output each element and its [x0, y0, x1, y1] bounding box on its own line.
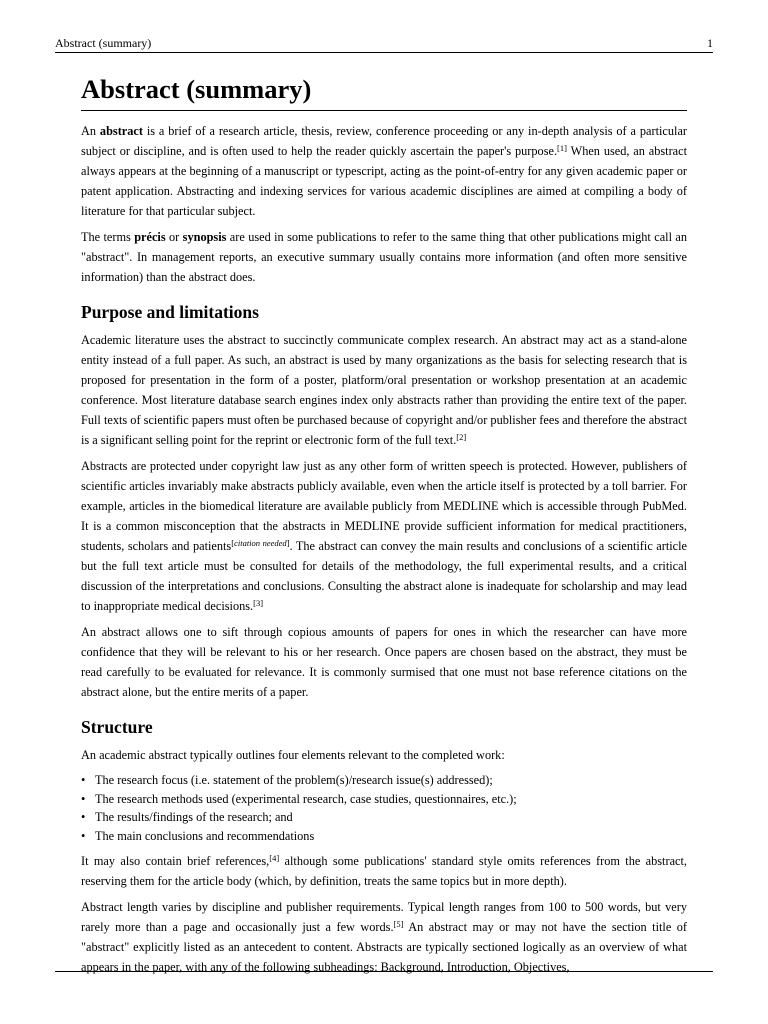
text-run: The terms — [81, 230, 135, 244]
bullet-icon: • — [81, 773, 86, 787]
intro-paragraph-1 — [81, 121, 687, 221]
article-body — [81, 72, 687, 983]
list-item-text: The main conclusions and recommendations — [95, 828, 315, 843]
bold-term-precis: précis — [134, 230, 166, 244]
text-run: Abstracts are protected under copyright law just as any other form of written speech is protected. However, publishers of scientific articles invariably make abstracts publicly available, even when the article itself is protected by a toll barrier. For example, articles in the biomedical literature are available publicly from MEDLINE which is accessible through PubMed. It is a common misconception that the abstracts in MEDLINE provide sufficient information for medical practitioners, students, scholars and patients — [81, 459, 687, 553]
footer-rule — [55, 971, 713, 972]
structure-intro-paragraph: An academic abstract typically outlines four elements relevant to the completed work: — [81, 748, 505, 762]
text-run: although some publications' standard style omits references from the abstract, reserving them for the article body (which, by definition, treats the same topics but in more depth). — [81, 854, 687, 888]
list-item-text: The research methods used (experimental research, case studies, questionnaires, etc.); — [95, 791, 517, 806]
citation-needed-text: citation needed — [234, 538, 287, 548]
purpose-paragraph-3: An abstract allows one to sift through copious amounts of papers for ones in which the researcher can have more confidence that they will be relevant to his or her research. Once papers are chosen based on the abstract, they must be read carefully to be evaluated for relevance. It is commonly surmised that one must not base reference citations on the abstract alone, but the entire merits of a paper. — [81, 625, 687, 699]
text-run: . The abstract can convey the main results and conclusions of a scientific article but the full text article must be consulted for details of the methodology, the full experimental results, and a critical discussion of the interpretations and conclusions. Consulting the abstract alone is inadequate for scholarship and may lead to inappropriate medical decisions. — [81, 539, 688, 613]
section-heading-structure: Structure — [81, 717, 153, 737]
structure-paragraph-3 — [81, 897, 687, 977]
text-run: are used in some publications to refer to the same thing that other publications might call an "abstract". In management reports, an executive summary usually contains more information (and often more sensitive information) than the abstract does. — [81, 230, 687, 284]
bullet-icon: • — [81, 828, 86, 843]
text-run: When used, an abstract always appears at the beginning of a manuscript or typescript, acting as the point-of-entry for any given academic paper or patent application. Abstracting and indexing services for various academic disciplines are aimed at compiling a body of literature for that particular subject. — [81, 144, 687, 218]
section-heading-purpose: Purpose and limitations — [81, 302, 259, 322]
bullet-icon: • — [81, 810, 86, 824]
text-run: Academic literature uses the abstract to succinctly communicate complex research. An abstract may act as a stand-alone entity instead of a full paper. As such, an abstract is used by many organizations as the basis for selecting research that is proposed for presentation in the form of a poster, platform/oral presentation or workshop presentation at an academic conference. Most literature database search engines index only abstracts rather than providing the entire text of the paper. Full texts of scientific papers must often be purchased because of copyright and/or publisher fees and therefore the abstract is a significant selling point for the reprint or electronic form of the full text. — [81, 333, 687, 447]
list-item — [81, 790, 687, 809]
page-title: Abstract (summary) — [81, 72, 687, 111]
list-item — [81, 808, 687, 827]
citation-link-5[interactable]: [5] — [393, 919, 404, 929]
list-item-text: The research focus (i.e. statement of the problem(s)/research issue(s) addressed); — [95, 773, 493, 787]
page-header — [55, 36, 713, 53]
purpose-paragraph-2 — [81, 456, 687, 616]
bullet-icon: • — [81, 791, 86, 806]
bracket: ] — [286, 538, 290, 548]
bold-term-synopsis: synopsis — [182, 230, 227, 244]
structure-paragraph-2 — [81, 851, 687, 891]
text-run: An abstract may or may not have the section title of "abstract" explicitly listed as an antecedent to content. Abstracts are typically sectioned logically as an overview of what appears in the paper, with any of the following subheadings: Background, Introduction, Objectives, — [81, 920, 687, 974]
list-item — [81, 771, 687, 790]
intro-paragraph-2 — [81, 227, 687, 287]
citation-link-1[interactable]: [1] — [557, 143, 567, 153]
bracket: [ — [231, 538, 235, 548]
bold-term-abstract: abstract — [99, 124, 143, 138]
citation-needed-tag[interactable] — [231, 538, 289, 548]
text-run: It may also contain brief references, — [81, 854, 270, 868]
list-item-text: The results/findings of the research; and — [95, 810, 293, 824]
text-run: is a brief of a research article, thesis, review, conference proceeding or any in-depth analysis of a particular subject or discipline, and is often used to help the reader quickly ascertain the paper's purpose. — [81, 124, 687, 158]
text-run: or — [165, 230, 183, 244]
running-title: Abstract (summary) — [55, 36, 152, 50]
page-number: 1 — [707, 36, 713, 50]
text-run: An — [81, 124, 100, 138]
citation-link-4[interactable]: [4] — [269, 853, 280, 863]
list-item — [81, 827, 687, 846]
text-run: Abstract length varies by discipline and publisher requirements. Typical length ranges from 100 to 500 words, but very rarely more than a page and occasionally just a few words. — [81, 900, 687, 934]
purpose-paragraph-1 — [81, 330, 687, 450]
citation-link-3[interactable]: [3] — [253, 598, 264, 608]
citation-link-2[interactable]: [2] — [456, 432, 467, 442]
structure-element-list — [81, 771, 687, 845]
